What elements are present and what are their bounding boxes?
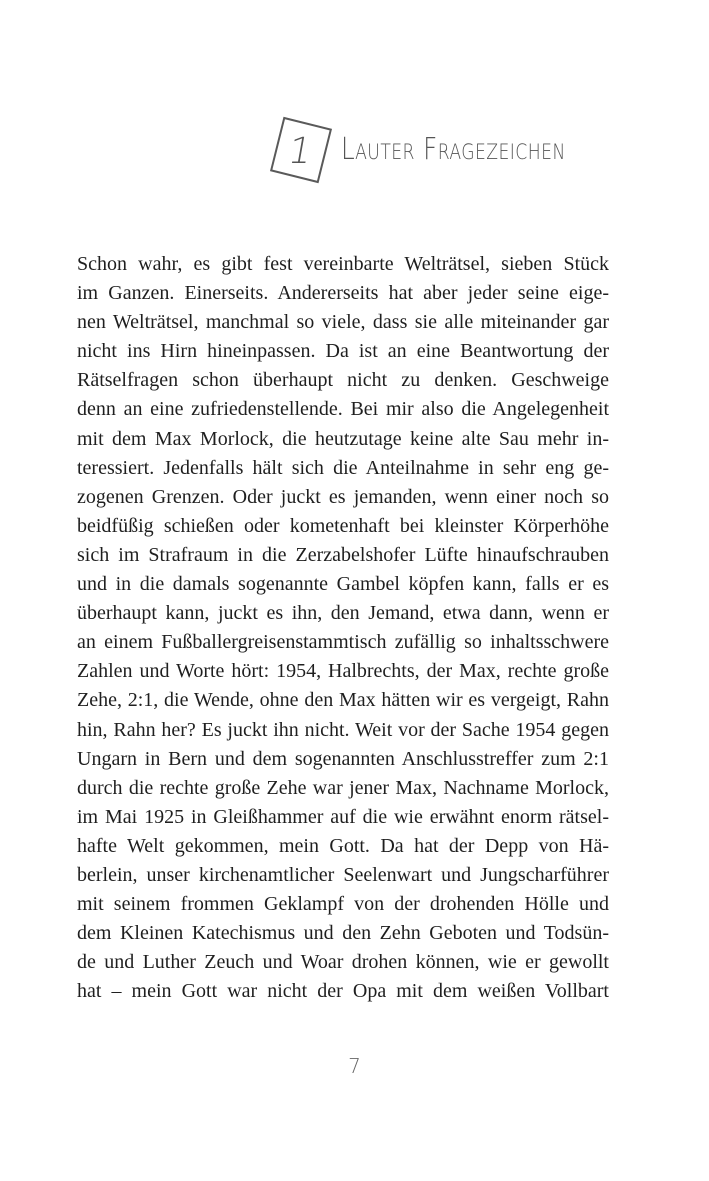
text-line: überhaupt kann, juckt es ihn, den Jemand, etwa dann, wenn er: [77, 602, 609, 625]
text-line: mit dem Max Morlock, die heutzutage keine alte Sau mehr in-: [77, 427, 609, 450]
text-line: mit seinem frommen Geklampf von der drohenden Hölle und: [77, 893, 609, 916]
text-line: berlein, unser kirchenamtlicher Seelenwart und Jungscharführer: [77, 863, 609, 886]
text-line: im Mai 1925 in Gleißhammer auf die wie erwähnt enorm rätsel-: [77, 805, 609, 828]
text-line: und in die damals sogenannte Gambel köpfen kann, falls er es: [77, 573, 609, 596]
text-line: hat – mein Gott war nicht der Opa mit dem weißen Vollbart: [77, 980, 609, 1003]
text-line: Zehe, 2:1, die Wende, ohne den Max hätten wir es vergeigt, Rahn: [77, 689, 609, 712]
text-line: hin, Rahn her? Es juckt ihn nicht. Weit vor der Sache 1954 gegen: [77, 718, 609, 741]
text-line: Ungarn in Bern und dem sogenannten Anschlusstreffer zum 2:1: [77, 747, 609, 770]
text-line: zogenen Grenzen. Oder juckt es jemanden, wenn einer noch so: [77, 485, 609, 508]
chapter-heading: [268, 118, 613, 188]
chapter-title: Lauter Fragezeichen: [341, 132, 566, 167]
text-line: denn an eine zufriedenstellende. Bei mir also die Angelegenheit: [77, 398, 609, 421]
text-line: nen Welträtsel, manchmal so viele, dass sie alle miteinander gar: [77, 311, 609, 334]
text-line: Rätselfragen schon überhaupt nicht zu denken. Geschweige: [77, 369, 609, 392]
text-line: de und Luther Zeuch und Woar drohen können, wie er gewollt: [77, 951, 609, 974]
text-line: sich im Strafraum in die Zerzabelshofer Lüfte hinaufschrauben: [77, 543, 609, 566]
text-line: im Ganzen. Einerseits. Andererseits hat aber jeder seine eige-: [77, 282, 609, 305]
page-number: 7: [348, 1054, 361, 1078]
text-line: Schon wahr, es gibt fest vereinbarte Welträtsel, sieben Stück: [77, 253, 609, 275]
body-text: [77, 250, 609, 1006]
text-line: hafte Welt gekommen, mein Gott. Da hat der Depp von Hä-: [77, 834, 609, 857]
text-line: Zahlen und Worte hört: 1954, Halbrechts, der Max, rechte große: [77, 660, 609, 683]
text-line: nicht ins Hirn hineinpassen. Da ist an eine Beantwortung der: [77, 340, 609, 363]
text-line: beidfüßig schießen oder kometenhaft bei kleinster Körperhöhe: [77, 514, 609, 537]
text-line: durch die rechte große Zehe war jener Max, Nachname Morlock,: [77, 776, 609, 799]
text-line: an einem Fußballergreisenstammtisch zufällig so inhaltsschwere: [77, 631, 609, 654]
chapter-number: 1: [285, 131, 316, 172]
text-line: teressiert. Jedenfalls hält sich die Anteilnahme in sehr eng ge-: [77, 456, 609, 479]
text-line: dem Kleinen Katechismus und den Zehn Geboten und Todsün-: [77, 922, 609, 945]
